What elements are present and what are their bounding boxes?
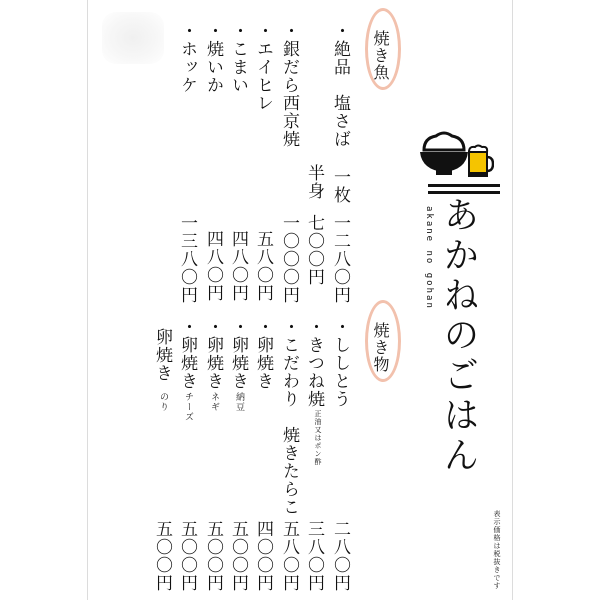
fish-item-name: ・絶品 塩さば <box>330 22 350 148</box>
grill-item-price: 五〇〇円 <box>152 520 172 592</box>
grill-item-note: ネギ <box>209 392 219 412</box>
grill-item-price: 五〇〇円 <box>177 520 197 592</box>
grill-item-name: 卵焼き <box>152 328 172 382</box>
grill-section-title: 焼き物 <box>371 322 390 373</box>
grill-item-name: ・こだわり 焼きたらこ <box>279 318 299 516</box>
tax-footnote: 表示価格は税抜きです <box>493 510 501 590</box>
grill-item-note: のり <box>158 392 168 412</box>
fish-section-title: 焼き魚 <box>371 30 390 81</box>
grill-item-note: チーズ <box>183 392 193 422</box>
fish-item-name: ・ホッケ <box>177 22 197 94</box>
rice-bowl-icon <box>418 130 470 176</box>
fish-item-price: 七〇〇円 <box>304 214 324 286</box>
grill-item-note: 正油又はポン酢 <box>314 410 322 466</box>
grill-item-name: ・きつね焼 <box>304 318 324 408</box>
fish-item-price: 四八〇円 <box>203 230 223 302</box>
grill-item-price: 五〇〇円 <box>228 520 248 592</box>
grill-item-price: 五〇〇円 <box>203 520 223 592</box>
beer-mug-icon <box>466 144 494 178</box>
grill-item-name: ・卵焼き <box>177 318 197 390</box>
fish-item-price: 五八〇円 <box>253 230 273 302</box>
fish-item-name: ・銀だら西京焼 <box>279 22 299 148</box>
fish-item-price: 一〇〇〇円 <box>279 214 299 304</box>
brand-romaji: akane no gohan <box>424 206 434 310</box>
grill-item-name: ・卵焼き <box>203 318 223 390</box>
grill-item-name: ・卵焼き <box>228 318 248 390</box>
fish-item-variant: 一枚 <box>330 168 350 204</box>
grill-item-price: 四〇〇円 <box>253 520 273 592</box>
grill-item-price: 五八〇円 <box>279 520 299 592</box>
fish-item-name: ・エイヒレ <box>253 22 273 112</box>
fish-item-price: 一二八〇円 <box>330 214 350 304</box>
fish-item-variant: 半身 <box>304 164 324 200</box>
grill-item-note: 納豆 <box>234 392 244 412</box>
grill-item-price: 二八〇円 <box>330 520 350 592</box>
brand-divider <box>428 184 500 187</box>
menu-sheet <box>88 0 512 600</box>
grill-item-price: 三八〇円 <box>304 520 324 592</box>
brand-name: あかねのごはん <box>438 196 479 476</box>
fish-item-name: ・焼いか <box>203 22 223 94</box>
brand-divider <box>428 191 500 194</box>
fish-item-name: ・こまい <box>228 22 248 94</box>
fish-item-price: 四八〇円 <box>228 230 248 302</box>
light-glare <box>102 12 164 64</box>
fish-item-price: 一三八〇円 <box>177 214 197 304</box>
grill-item-name: ・ししとう <box>330 318 350 408</box>
grill-item-name: ・卵焼き <box>253 318 273 390</box>
